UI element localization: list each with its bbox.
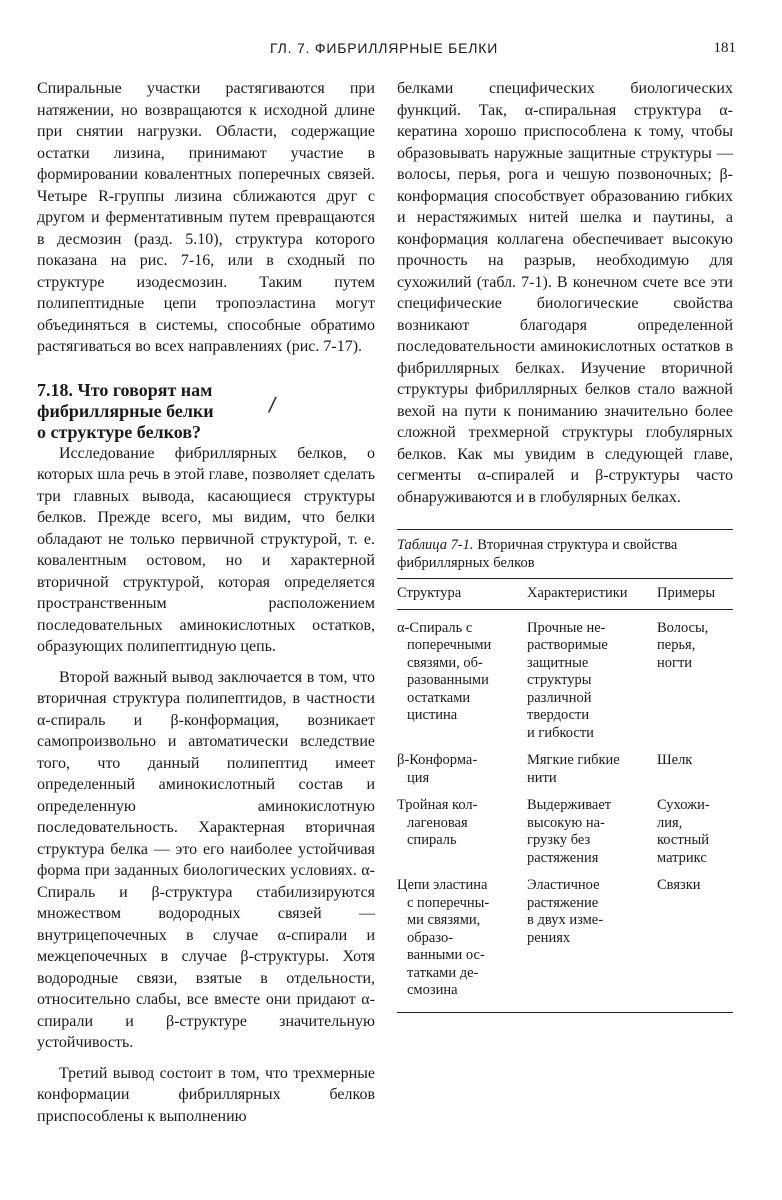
table-cell-line: ногти [657,654,693,671]
table-top-rule [397,529,733,530]
table-cell-line: костный [657,832,709,848]
left-column [37,78,375,1127]
table-cell-line: матрикс [657,849,707,866]
table-cell-characteristics [527,787,657,867]
table-cell-line: растяжения [527,849,599,866]
continued-paragraph: белками специфических биологических функций. Так, α-спиральная структура α-кератина хорошо приспособлена к тому, чтобы образовывать наружные защитные структуры — волосы, перья, рога и чешую позвоночных; β-конформация способствует образованию гибких и нерастяжимых нитей шелка и паутины, а конформация коллагена обеспечивает высокую прочность на разрыв, необходимую для сухожилий (табл. 7-1). В конечном счете все эти специфические биологические свойства возникают благодаря определенной последовательности аминокислотных остатков в фибриллярных белках. Изучение вторичной структуры фибриллярных белков стало важной вехой на пути к пониманию значительно более сложной трехмерной структуры глобулярных белков. Как мы увидим в следующей главе, сегменты α-спиралей и β-структуры часто обнаруживаются и в глобулярных белках. [397,80,733,506]
table-cell-line: защитные [527,654,589,671]
table-cell-line: остатками [407,689,471,706]
paragraph: Второй важный вывод заключается в том, что вторичная структура полипептидов, в частности α-спираль и β-конформация, возникает самопроизвольно и автоматически вследствие того, что данный полипептид имеет определенный аминокислотный состав и определенную аминокислотную последовательность. Характерная вторичная структура белка — это его наиболее устойчивая форма при заданных биологических условиях. α-Спираль и β-структура стабилизируются множеством водородных связей — внутрицепочечных в случае α-спирали и межцепочечных в случае β-структуры. Хотя водородные связи, взятые в отдельности, относительно слабы, все вместе они придают α-спирали и β-структуре значительную устойчивость. [37,668,375,1051]
table-row [397,787,733,867]
table-cell-characteristics [527,867,657,1012]
table-cell-line: Выдерживает [527,797,612,813]
table-7-1 [397,529,733,1013]
table-cell-line: Мягкие гибкие [527,752,620,768]
table-cell-line: Связки [657,877,701,893]
table-body [397,609,733,1012]
table-cell-line: грузку без [527,832,591,848]
table-caption [397,536,733,572]
table-cell-characteristics [527,742,657,787]
table-cell-line: образо- [407,929,454,946]
table-cell-line: рениях [527,929,571,946]
table-row [397,867,733,1012]
table-cell-examples [657,609,733,742]
section-heading-line: фибриллярные белки [37,400,214,421]
table-cell-line: α-Спираль с [397,619,473,636]
column-header: Примеры [657,579,733,610]
table-cell-line: с поперечны- [407,894,490,911]
table-cell-examples [657,867,733,1012]
table-caption-text: Вторичная структура и свойства фибриллярных белков [397,537,678,571]
section-heading [37,380,375,443]
paragraph: Исследование фибриллярных белков, о которых шла речь в этой главе, позволяет сделать три главных вывода, касающиеся структуры белков. Прежде всего, мы видим, что белки обладают не только первичной структурой, т. е. ковалентным остовом, но и характерной вторичной структурой, которая определяется пространственным расположением последовательных аминокислотных остатков, образующих полипептидную цепь. [37,444,375,655]
table-cell-line: Шелк [657,752,693,768]
table-cell-line: разованными [407,672,489,688]
table-cell-examples [657,742,733,787]
table-cell-line: нити [527,769,557,786]
table-cell-line: ванными ос- [407,947,485,963]
margin-slash-mark: / [267,391,278,416]
table-cell-line: цистина [407,707,458,723]
right-column [397,78,733,1013]
table-cell-line: татками де- [407,964,479,981]
table-cell-line: поперечными [407,637,492,653]
table-cell-structure [397,742,527,787]
table-cell-line: β-Конформа- [397,752,478,768]
table-cell-structure [397,787,527,867]
table-cell-line: и гибкости [527,724,594,741]
running-title: ГЛ. 7. ФИБРИЛЛЯРНЫЕ БЕЛКИ [270,40,499,56]
table-cell-line: лагеновая [407,814,468,831]
table-cell-line: Волосы, [657,619,709,636]
table-cell-structure [397,867,527,1012]
table-cell-line: высокую на- [527,814,605,831]
table-cell-examples [657,787,733,867]
section-heading-line: о структуре белков? [37,421,202,442]
table-cell-line: Сухожи- [657,797,710,813]
table-header-row [397,579,733,610]
table-cell-line: лия, [657,814,683,831]
table-cell-line: Цепи эластина [397,877,488,893]
section-heading-line: 7.18. Что говорят нам [37,379,213,400]
table-cell-line: связями, об- [407,654,483,671]
continued-paragraph: Спиральные участки растягиваются при натяжении, но возвращаются к исходной длине при снятии нагрузки. Области, содержащие остатки лизина, принимают участие в формировании ковалентных поперечных связей. Четыре R-группы лизина сближаются друг с другом и ферментативным путем превращаются в десмозин (разд. 5.10), структура которого показана на рис. 7-16, или в сходный по структуре изодесмозин. Таким путем полипептидные цепи тропоэластина могут объединяться в системы, способные обратимо растягиваться во всех направлениях (рис. 7-17). [37,80,375,355]
table-row [397,742,733,787]
column-header: Характеристики [527,579,657,610]
table-cell-line: растяжение [527,894,599,911]
table-cell-line: смозина [407,982,458,998]
paragraph: Третий вывод состоит в том, что трехмерные конформации фибриллярных белков приспособлены к выполнению [37,1064,375,1125]
table-cell-line: различной [527,689,592,706]
table-cell-characteristics [527,609,657,742]
table-cell-structure [397,609,527,742]
table-cell-line: спираль [407,832,457,848]
table-cell-line: структуры [527,672,592,688]
table-cell-line: Прочные не- [527,619,606,636]
table-cell-line: ция [407,769,430,786]
table-cell-line: растворимые [527,637,608,653]
table-row [397,609,733,742]
table-cell-line: ми связями, [407,912,481,928]
table-cell-line: Эластичное [527,877,600,893]
table-cell-line: твердости [527,707,590,723]
table-cell-line: Тройная кол- [397,797,478,813]
properties-table [397,578,733,1013]
table-cell-line: в двух изме- [527,912,604,928]
table-caption-label: Таблица 7-1. [397,537,474,553]
column-header: Структура [397,579,527,610]
page-number: 181 [713,40,736,56]
table-cell-line: перья, [657,637,696,653]
